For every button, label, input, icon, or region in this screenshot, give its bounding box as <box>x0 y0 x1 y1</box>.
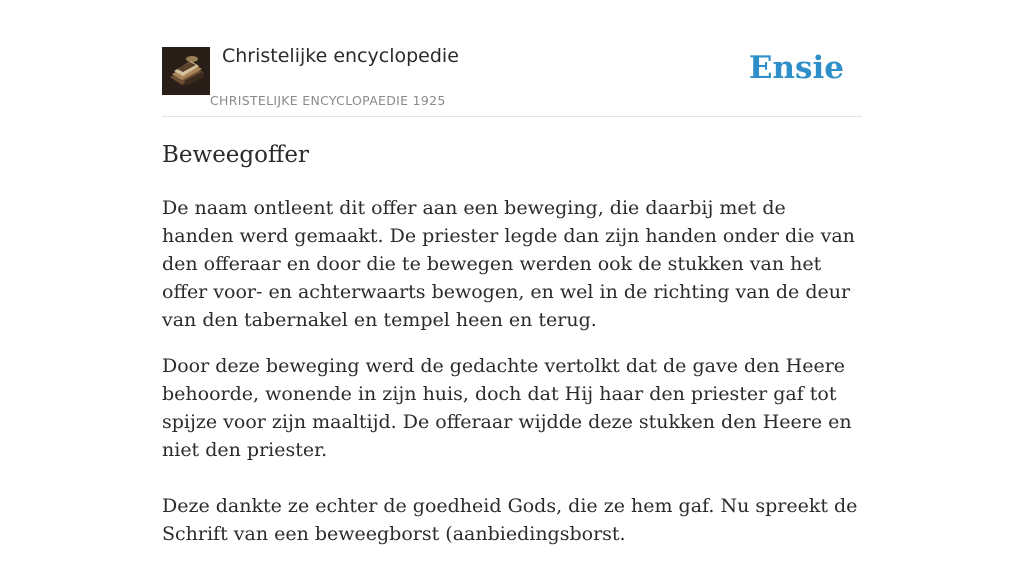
brand-logo[interactable]: Ensie <box>748 50 844 86</box>
article <box>162 140 862 566</box>
publication-title[interactable]: Christelijke encyclopedie <box>222 45 459 67</box>
book-stack-icon <box>162 47 210 95</box>
article-title: Beweegoffer <box>162 142 309 168</box>
publication-subtitle: CHRISTELIJKE ENCYCLOPAEDIE 1925 <box>210 93 446 108</box>
article-paragraph: De naam ontleent dit offer aan een beweging, die daarbij met de handen werd gemaakt. De priester legde dan zijn handen onder die van den offeraar en door die te bewegen werden ook de stukken van het offer voor- en achterwaarts bewogen, en wel in de richting van de deur van den tabernakel en tempel heen en terug. <box>162 197 855 331</box>
article-paragraph: Door deze beweging werd de gedachte vertolkt dat de gave den Heere behoorde, wonende in zijn huis, doch dat Hij haar den priester gaf tot spijze voor zijn maaltijd. De offeraar wijdde deze stukken den Heere en niet den priester. <box>162 355 852 461</box>
site-header <box>162 0 862 117</box>
publication-avatar[interactable] <box>162 47 210 95</box>
article-paragraph: Deze dankte ze echter de goedheid Gods, die ze hem gaf. Nu spreekt de Schrift van een beweegborst (aanbiedingsborst. <box>162 495 858 545</box>
